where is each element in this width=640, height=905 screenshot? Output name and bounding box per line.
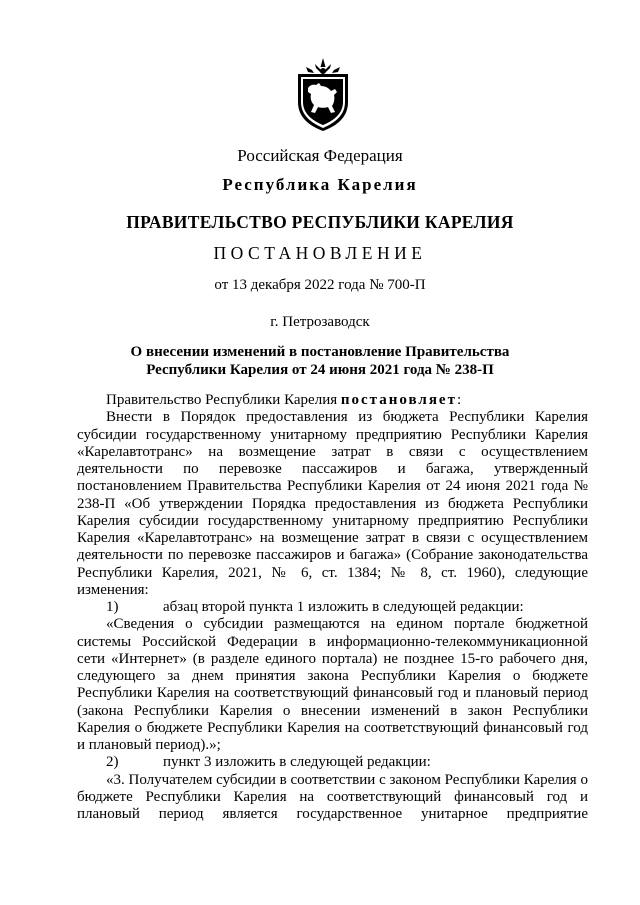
date-number: от 13 декабря 2022 года № 700-П xyxy=(214,277,426,293)
decree-subject: О внесении изменений в постановление Правительства Республики Карелия от 24 июня 2021 года № 238-П xyxy=(130,344,510,378)
list-item-number: 2) xyxy=(106,754,119,771)
list-item-text: пункт 3 изложить в следующей редакции: xyxy=(163,754,431,771)
government-title: ПРАВИТЕЛЬСТВО РЕСПУБЛИКИ КАРЕЛИЯ xyxy=(126,212,514,232)
list-item-text: абзац второй пункта 1 изложить в следующей редакции: xyxy=(163,599,524,615)
list-item-2 xyxy=(77,754,588,771)
intro-verb: постановляет xyxy=(340,392,457,408)
list-item-1 xyxy=(77,599,588,616)
coat-of-arms-icon xyxy=(294,58,352,132)
quote-2: «3. Получателем субсидии в соответствии с законом Республики Карелия о бюджете Республики Карелия на соответствующий финансовый год и плановый период является государственное унитарное предприятие xyxy=(77,771,588,822)
country-name: Российская Федерация xyxy=(237,146,403,165)
intro-prefix: Правительство Республики Карелия xyxy=(106,392,341,408)
intro-suffix: : xyxy=(456,392,462,408)
paragraph-1: Внести в Порядок предоставления из бюджета Республики Карелия субсидии государственному унитарному предприятию Республики Карелия «Карелавтотранс» на возмещение затрат в связи с осуществлением деятельности по перевозке пассажиров и багажа, утвержденный постановлением Правительства Республики Карелия от 24 июня 2021 года № 238-П «Об утверждении Порядка предоставления из бюджета Республики Карелия субсидии государственному унитарному предприятию Республики Карелия «Карелавтотранс» на возмещение затрат в связи с осуществлением деятельности по перевозке пассажиров и багажа» (Собрание законодательства Республики Карелия, 2021, № 6, ст. 1384; № 8, ст. 1960), следующие изменения: xyxy=(77,409,588,598)
list-item-number: 1) xyxy=(106,599,119,615)
decree-type: ПОСТАНОВЛЕНИЕ xyxy=(213,243,427,263)
republic-name: Республика Карелия xyxy=(222,175,418,194)
quote-1: «Сведения о субсидии размещаются на едином портале бюджетной системы Российской Федерации в информационно-телекоммуникационной сети «Интернет» (в разделе единого портала) не позднее 15-го рабочего дня, следующего за днем принятия закона Республики Карелия о бюджете Республики Карелия на соответствующий финансовый год и плановый период (закона Республики Карелия о внесении изменений в закон Республики Карелия о бюджете Республики Карелия на соответствующий финансовый год и плановый период).»; xyxy=(77,616,588,753)
city: г. Петрозаводск xyxy=(270,314,370,330)
document-body xyxy=(77,392,588,823)
intro-paragraph xyxy=(77,392,588,409)
